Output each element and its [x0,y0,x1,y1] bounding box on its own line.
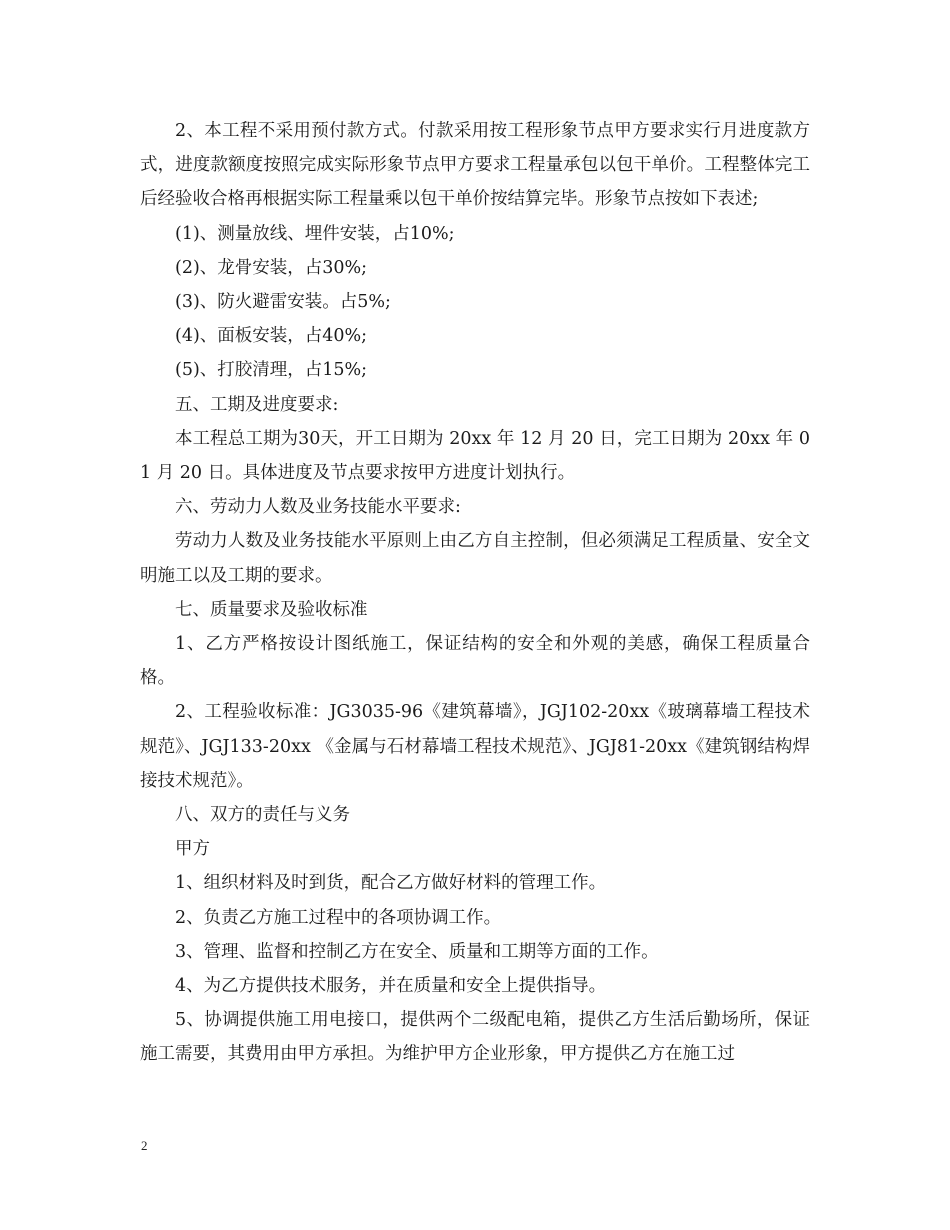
party-a-duty-4: 4、为乙方提供技术服务，并在质量和安全上提供指导。 [175,976,607,997]
list-item-node-4: (4)、面板安装，占40%; [175,326,368,347]
document-body [140,114,810,1072]
list-item-node-2: (2)、龙骨安装，占30%; [175,257,368,278]
section-heading-schedule: 五、工期及进度要求: [175,394,339,415]
party-a-duty-1: 1、组织材料及时到货，配合乙方做好材料的管理工作。 [175,873,607,894]
paragraph-quality-2: 2、工程验收标准：JG3035-96《建筑幕墙》，JGJ102-20xx《玻璃幕墙工程技术规范》、JGJ133-20xx 《金属与石材幕墙工程技术规范》、JGJ81-20xx《建筑钢结构焊接技术规范》。 [140,702,810,791]
list-item-node-1: (1)、测量放线、埋件安装，占10%; [175,223,455,244]
paragraph-schedule: 本工程总工期为30天，开工日期为 20xx 年 12 月 20 日，完工日期为 20xx 年 01 月 20 日。具体进度及节点要求按甲方进度计划执行。 [140,428,810,484]
paragraph-labor: 劳动力人数及业务技能水平原则上由乙方自主控制，但必须满足工程质量、安全文明施工以及工期的要求。 [140,531,810,586]
paragraph-payment-terms: 2、本工程不采用预付款方式。付款采用按工程形象节点甲方要求实行月进度款方式，进度款额度按照完成实际形象节点甲方要求工程量承包以包干单价。工程整体完工后经验收合格再根据实际工程量乘以包干单价按结算完毕。形象节点按如下表述; [140,121,810,210]
party-a-heading: 甲方 [175,839,210,860]
section-heading-responsibilities: 八、双方的责任与义务 [175,805,350,826]
section-heading-quality: 七、质量要求及验收标准 [175,599,368,620]
list-item-node-5: (5)、打胶清理，占15%; [175,360,368,381]
section-heading-labor: 六、劳动力人数及业务技能水平要求: [175,497,461,518]
party-a-duty-3: 3、管理、监督和控制乙方在安全、质量和工期等方面的工作。 [175,941,659,962]
paragraph-quality-1: 1、乙方严格按设计图纸施工，保证结构的安全和外观的美感，确保工程质量合格。 [140,634,810,689]
party-a-duty-2: 2、负责乙方施工过程中的各项协调工作。 [175,907,502,928]
page-number: 2 [141,1138,148,1153]
list-item-node-3: (3)、防火避雷安装。占5%; [175,292,391,313]
party-a-duty-5: 5、协调提供施工用电接口，提供两个二级配电箱，提供乙方生活后勤场所，保证施工需要，其费用由甲方承担。为维护甲方企业形象，甲方提供乙方在施工过 [140,1010,810,1065]
